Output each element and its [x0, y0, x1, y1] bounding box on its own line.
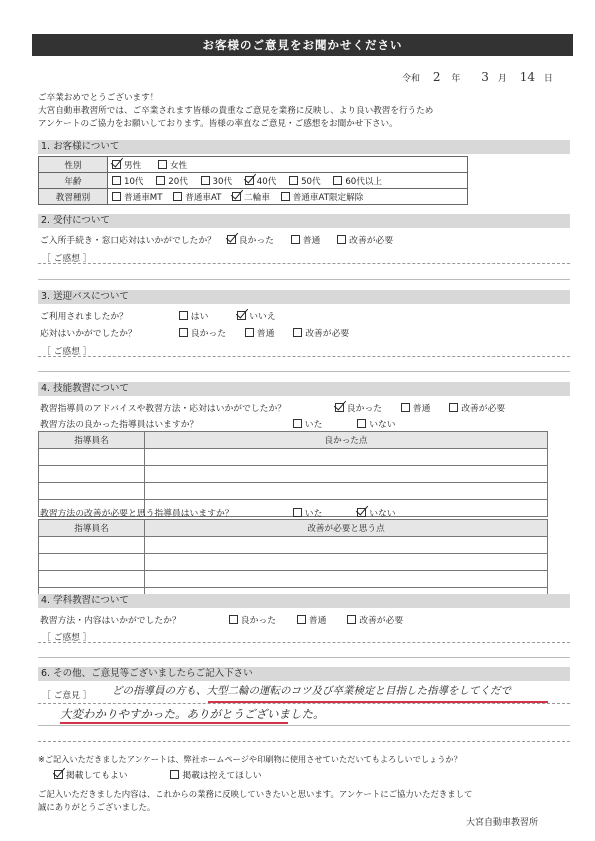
improve-points-cell[interactable] [145, 571, 548, 588]
course-type-option[interactable]: 普通車AT限定解除 [281, 191, 364, 203]
checkbox-icon[interactable] [156, 176, 165, 185]
checkbox-icon[interactable] [449, 403, 458, 412]
instructor-name-header: 指導員名 [39, 432, 145, 449]
checkbox-icon[interactable] [297, 615, 306, 624]
comment-line[interactable] [38, 279, 570, 280]
closing-line: 誠にありがとうございました。 [38, 802, 156, 812]
checkbox-icon[interactable] [357, 508, 366, 517]
improve-instructor-table [38, 519, 548, 605]
checkbox-icon[interactable] [347, 615, 356, 624]
age-label: 年齢 [39, 173, 108, 189]
school-signature: 大宮自動車教習所 [466, 818, 539, 828]
intro-line: 大宮自動車教習所では、ご卒業されます皆様の貴重なご意見を業務に反映し、より良い教習を行うため [38, 106, 434, 116]
opinion-line[interactable] [38, 725, 570, 726]
consent-question: ※ご記入いただきましたアンケートは、弊社ホームページや印刷物に使用させていただいてもよろしいでしょうか？ [38, 754, 462, 764]
checkbox-icon[interactable] [201, 176, 210, 185]
practical-q1-option[interactable]: 普通 [401, 401, 431, 414]
checkbox-icon[interactable] [281, 192, 290, 201]
gender-options [108, 157, 468, 173]
age-option[interactable]: 50代 [289, 175, 321, 187]
lecture-option[interactable]: 改善が必要 [347, 613, 403, 626]
lecture-comment-label: ［ ご感想 ］ [42, 633, 92, 643]
checkbox-icon[interactable] [293, 328, 302, 337]
section-2-header: 2. 受付について [38, 214, 570, 228]
handwritten-opinion-line-2[interactable]: 大変わかりやすかった。ありがとうございました。 [60, 707, 325, 721]
opinion-line[interactable] [38, 703, 570, 704]
bus-use-option[interactable]: いいえ [237, 309, 275, 322]
age-option[interactable]: 60代以上 [333, 175, 382, 187]
practical-q1-option[interactable]: 良かった [335, 401, 382, 414]
course-type-option[interactable]: 普通車MT [112, 191, 162, 203]
date-day[interactable]: 14 [519, 70, 535, 84]
practical-q2-row [40, 417, 410, 430]
practical-q2: 教習方法の良かった指導員はいますか？ [40, 420, 199, 430]
opinion-line[interactable] [38, 741, 570, 742]
date-line [402, 70, 572, 84]
practical-q1-option[interactable]: 改善が必要 [449, 401, 505, 414]
checkbox-icon[interactable] [112, 176, 121, 185]
section-4-header: 4. 技能教習について [38, 382, 570, 396]
intro-line: アンケートのご協力をお願いしております。皆様の率直なご意見・ご感想をお聞かせ下さい。 [38, 119, 398, 129]
section-3-header: 3. 送迎バスについて [38, 290, 570, 304]
checkbox-icon[interactable] [237, 311, 246, 320]
gender-male-option[interactable]: 男性 [112, 159, 141, 171]
checkbox-icon[interactable] [112, 192, 121, 201]
good-instructor-table [38, 431, 548, 517]
age-option[interactable]: 40代 [245, 175, 277, 187]
good-points-header: 良かった点 [145, 432, 548, 449]
comment-line[interactable] [38, 371, 570, 372]
gender-label: 性別 [39, 157, 108, 173]
course-type-option[interactable]: 普通車AT [173, 191, 221, 203]
page-title: お客様のご意見をお聞かせください [32, 34, 573, 56]
reception-question-row [40, 233, 560, 246]
age-option[interactable]: 20代 [156, 175, 188, 187]
practical-q3: 教習方法の改善が必要と思う指導員はいますか？ [40, 509, 234, 519]
practical-q3-option[interactable]: いない [357, 506, 395, 519]
bus-service-option[interactable]: 改善が必要 [293, 326, 349, 339]
instructor-name-header: 指導員名 [39, 520, 145, 537]
improve-points-cell[interactable] [145, 554, 548, 571]
opinion-label: ［ ご意見 ］ [42, 691, 92, 701]
bus-use-option[interactable]: はい [179, 309, 209, 322]
instructor-name-cell[interactable] [39, 537, 145, 554]
checkbox-icon[interactable] [179, 311, 188, 320]
bus-service-option[interactable]: 良かった [179, 326, 226, 339]
checkbox-icon[interactable] [54, 770, 63, 779]
bus-use-row [40, 309, 290, 322]
lecture-question: 教習方法・内容はいかがでしたか？ [40, 616, 181, 626]
checkbox-icon[interactable] [289, 176, 298, 185]
course-type-option[interactable]: 二輪車 [232, 191, 270, 203]
lecture-option[interactable]: 良かった [229, 613, 276, 626]
checkbox-icon[interactable] [335, 403, 344, 412]
date-month[interactable]: 3 [481, 70, 489, 84]
reception-question: ご入所手続き・窓口応対はいかがでしたか？ [40, 236, 216, 246]
checkbox-icon[interactable] [245, 176, 254, 185]
checkbox-icon[interactable] [229, 615, 238, 624]
reception-option[interactable]: 普通 [291, 233, 321, 246]
good-points-cell[interactable] [145, 449, 548, 466]
section-1-header: 1. お客様について [38, 140, 570, 154]
checkbox-icon[interactable] [173, 192, 182, 201]
handwritten-opinion-line-1[interactable]: どの指導員の方も、大型二輪の運転のコツ及び卒業検定と目指した指導をしてくだで [112, 685, 511, 697]
practical-q1-row [40, 401, 570, 414]
checkbox-icon[interactable] [245, 328, 254, 337]
age-option[interactable]: 30代 [201, 175, 233, 187]
lecture-option[interactable]: 普通 [297, 613, 327, 626]
date-month-unit: 月 [497, 74, 507, 84]
date-day-unit: 日 [543, 74, 553, 84]
consent-agree-option[interactable]: 掲載してもよい [54, 768, 128, 781]
practical-q2-option[interactable]: いた [293, 417, 323, 430]
instructor-name-cell[interactable] [39, 466, 145, 483]
bus-service-row [40, 326, 363, 339]
section-5-header: 4. 学科教習について [38, 594, 570, 608]
bus-service-option[interactable]: 普通 [245, 326, 275, 339]
practical-q2-option[interactable]: いない [357, 417, 395, 430]
checkbox-icon[interactable] [333, 176, 342, 185]
consent-options [54, 768, 276, 781]
bus-use-question: ご利用されましたか？ [40, 312, 128, 322]
checkbox-icon[interactable] [357, 419, 366, 428]
date-era: 令和 [402, 74, 421, 84]
closing-line: ご記入いただきました内容は、これからの業務に反映していきたいと思います。アンケートにご協力いただきまして [38, 789, 473, 799]
improve-points-cell[interactable] [145, 537, 548, 554]
checkbox-icon[interactable] [170, 770, 179, 779]
date-year[interactable]: 2 [432, 70, 441, 84]
checkbox-icon[interactable] [337, 235, 346, 244]
intro-line: ご卒業おめでとうございます！ [38, 93, 159, 103]
reception-option[interactable]: 良かった [227, 233, 274, 246]
intro-text [38, 92, 578, 131]
age-option[interactable]: 10代 [112, 175, 144, 187]
practical-q3-option[interactable]: いた [293, 506, 323, 519]
closing-text [38, 788, 578, 814]
checkbox-icon[interactable] [158, 160, 167, 169]
course-type-label: 教習種別 [39, 189, 108, 205]
comment-line[interactable] [38, 263, 570, 264]
comment-line[interactable] [38, 657, 570, 658]
checkbox-icon[interactable] [232, 192, 241, 201]
instructor-name-cell[interactable] [39, 571, 145, 588]
checkbox-icon[interactable] [401, 403, 410, 412]
comment-line[interactable] [38, 642, 570, 643]
checkbox-icon[interactable] [179, 328, 188, 337]
lecture-question-row [40, 613, 417, 626]
checkbox-icon[interactable] [293, 508, 302, 517]
bus-service-question: 応対はいかがでしたか？ [40, 329, 137, 339]
checkbox-icon[interactable] [293, 419, 302, 428]
course-type-options [108, 189, 468, 205]
good-points-cell[interactable] [145, 466, 548, 483]
instructor-name-cell[interactable] [39, 449, 145, 466]
practical-q1: 教習指導員のアドバイスや教習方法・応対はいかがでしたか？ [40, 404, 287, 414]
customer-info-table [38, 156, 468, 205]
practical-q3-row [40, 506, 410, 519]
good-points-cell[interactable] [145, 483, 548, 500]
instructor-name-cell[interactable] [39, 483, 145, 500]
reception-option[interactable]: 改善が必要 [337, 233, 393, 246]
instructor-name-cell[interactable] [39, 554, 145, 571]
reception-comment-label: ［ ご感想 ］ [42, 254, 92, 264]
improve-points-header: 改善が必要と思う点 [145, 520, 548, 537]
checkbox-icon[interactable] [291, 235, 300, 244]
gender-female-option[interactable]: 女性 [158, 159, 187, 171]
checkbox-icon[interactable] [227, 235, 236, 244]
date-year-unit: 年 [451, 74, 461, 84]
bus-comment-label: ［ ご感想 ］ [42, 347, 92, 357]
checkbox-icon[interactable] [112, 160, 121, 169]
comment-line[interactable] [38, 356, 570, 357]
consent-decline-option[interactable]: 掲載は控えてほしい [170, 768, 261, 781]
section-6-header: 6. その他、ご意見等ございましたらご記入下さい [38, 667, 570, 681]
age-options [108, 173, 468, 189]
red-underline [60, 722, 288, 724]
